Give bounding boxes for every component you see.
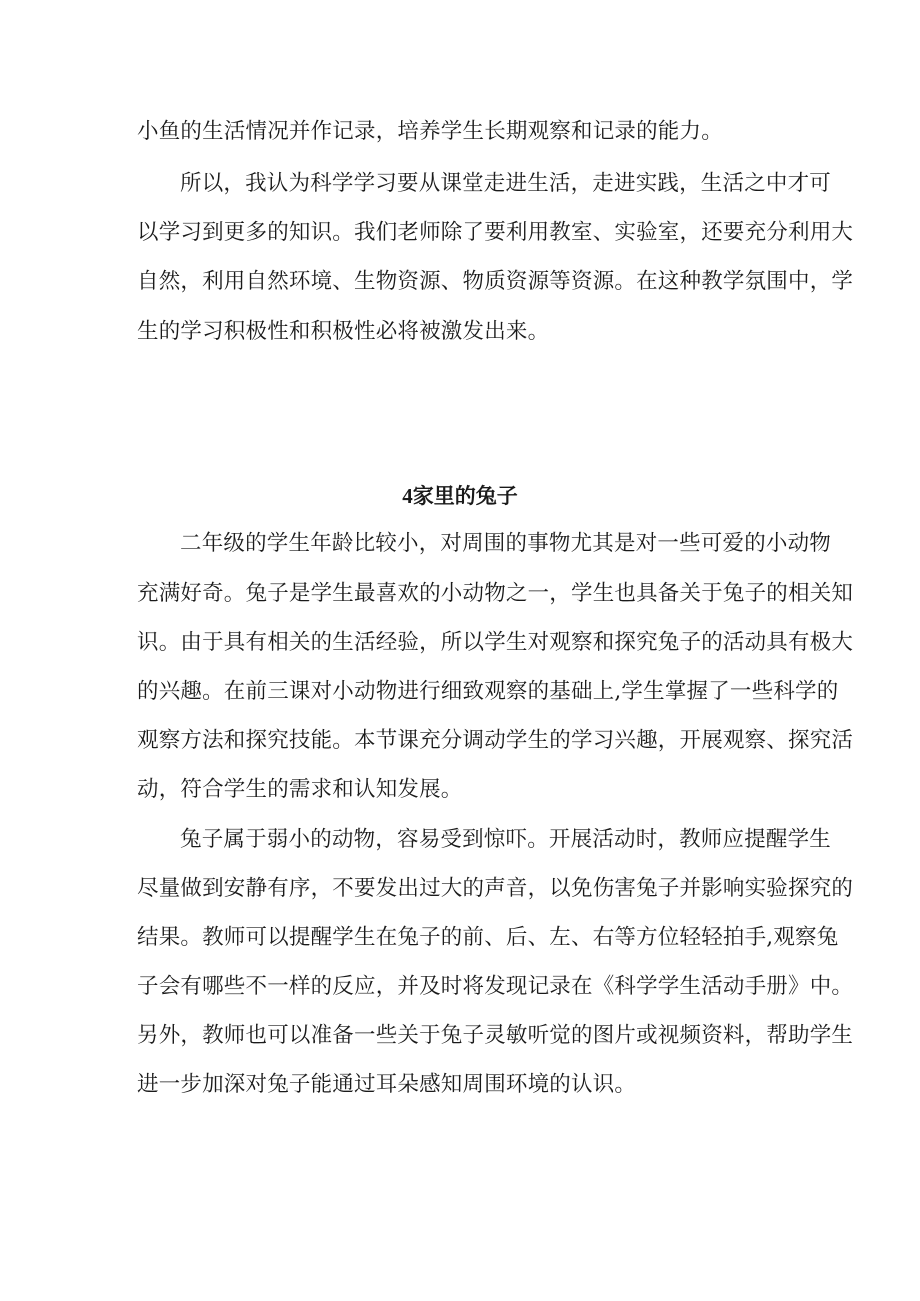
paragraph-2-line-1: 所以，我认为科学学习要从课堂走进生活，走进实践，生活之中才可 [180,171,832,196]
paragraph-4-line-2: 尽量做到安静有序，不要发出过大的声音，以免伤害兔子并影响实验探究的 [137,876,854,901]
paragraph-4-line-3: 结果。教师可以提醒学生在兔子的前、后、左、右等方位轻轻拍手,观察兔 [137,925,839,950]
paragraph-4-line-5: 另外，教师也可以准备一些关于兔子灵敏听觉的图片或视频资料，帮助学生 [137,1023,854,1048]
paragraph-2-line-3: 自然，利用自然环境、生物资源、物质资源等资源。在这种教学氛围中，学 [137,269,854,294]
paragraph-3-line-2: 充满好奇。兔子是学生最喜欢的小动物之一，学生也具备关于兔子的相关知 [137,581,854,606]
paragraph-3-line-5: 观察方法和探究技能。本节课充分调动学生的学习兴趣，开展观察、探究活 [137,728,854,753]
paragraph-4-line-4: 子会有哪些不一样的反应，并及时将发现记录在《科学学生活动手册》中。 [137,974,854,999]
paragraph-4-line-6: 进一步加深对兔子能通过耳朵感知周围环境的认识。 [137,1072,637,1097]
paragraph-3-line-3: 识。由于具有相关的生活经验，所以学生对观察和探究兔子的活动具有极大 [137,630,854,655]
section-number: 4 [402,484,413,508]
paragraph-3-line-1: 二年级的学生年龄比较小，对周围的事物尤其是对一些可爱的小动物 [180,531,832,556]
paragraph-2-line-2: 以学习到更多的知识。我们老师除了要利用教室、实验室，还要充分利用大 [137,220,854,245]
paragraph-4-line-1: 兔子属于弱小的动物，容易受到惊吓。开展活动时，教师应提醒学生 [180,827,832,852]
paragraph-3-line-4: 的兴趣。在前三课对小动物进行细致观察的基础上,学生掌握了一些科学的 [137,679,839,704]
section-title-text: 家里的兔子 [412,483,518,508]
section-title [0,482,920,510]
paragraph-1-line-1: 小鱼的生活情况并作记录，培养学生长期观察和记录的能力。 [137,119,723,144]
paragraph-3-line-6: 动，符合学生的需求和认知发展。 [137,777,463,802]
paragraph-2-line-4: 生的学习积极性和积极性必将被激发出来。 [137,319,550,344]
